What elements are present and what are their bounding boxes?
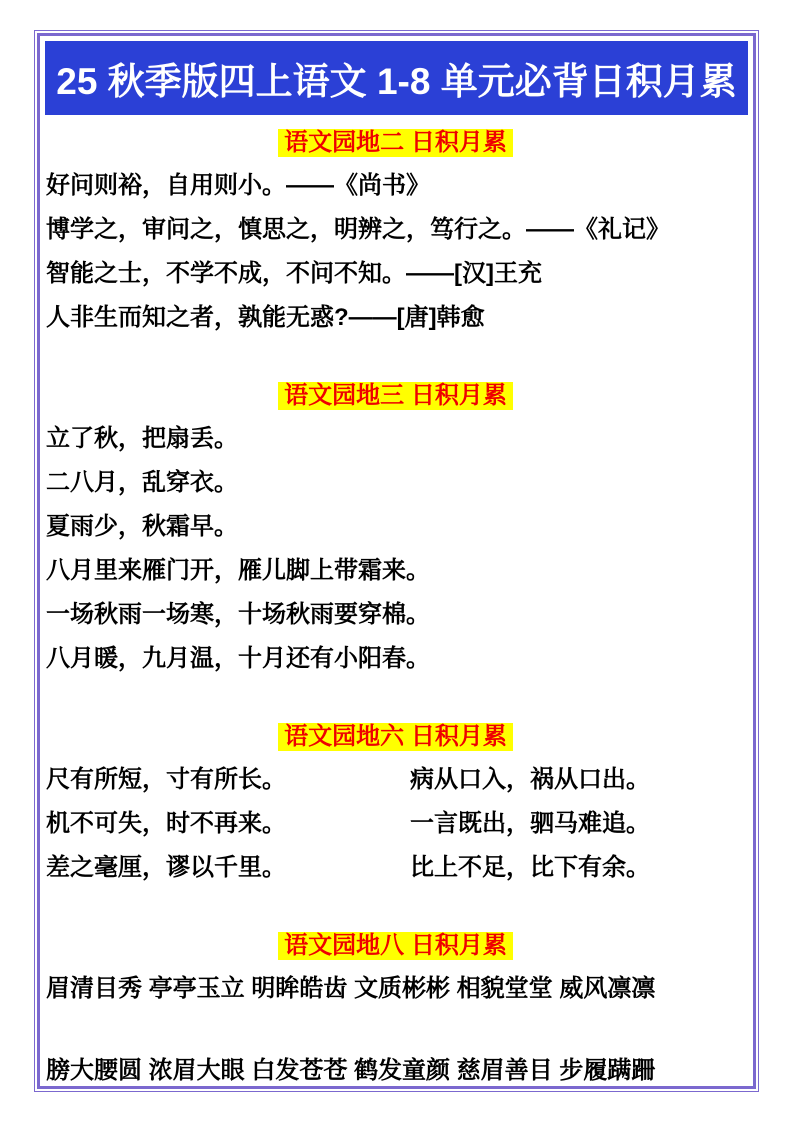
text-line: 立了秋，把扇丢。 [46, 425, 238, 452]
section-heading-row [46, 129, 745, 160]
text-line: 八月暖，九月温，十月还有小阳春。 [46, 645, 430, 672]
section-garden-3 [46, 382, 745, 681]
content-area [40, 129, 753, 1093]
section-heading: 语文园地六 日积月累 [278, 723, 513, 751]
section-garden-8 [46, 932, 745, 1093]
text-line: 机不可失，时不再来。 [46, 810, 286, 837]
section-heading-row [46, 723, 745, 754]
section-garden-6 [46, 723, 745, 890]
document-frame [37, 33, 756, 1089]
section-heading-row [46, 932, 745, 963]
text-line: 比上不足，比下有余。 [410, 854, 650, 881]
text-line: 差之毫厘，谬以千里。 [46, 854, 286, 881]
text-line: 八月里来雁门开，雁儿脚上带霜来。 [46, 557, 430, 584]
text-line: 尺有所短，寸有所长。 [46, 766, 286, 793]
section-heading: 语文园地八 日积月累 [278, 932, 513, 960]
page-title: 25 秋季版四上语文 1-8 单元必背日积月累 [56, 61, 737, 102]
two-column-proverbs [46, 758, 745, 890]
section-heading: 语文园地三 日积月累 [278, 382, 513, 410]
text-line: 膀大腰圆 浓眉大眼 白发苍苍 鹤发童颜 慈眉善目 步履蹒跚 [46, 1057, 656, 1084]
section-heading: 语文园地二 日积月累 [278, 129, 513, 157]
section-heading-row [46, 382, 745, 413]
text-line: 一言既出，驷马难追。 [410, 810, 650, 837]
text-line: 智能之士，不学不成，不问不知。——[汉]王充 [46, 260, 542, 287]
text-line: 好问则裕，自用则小。——《尚书》 [46, 172, 430, 199]
text-line: 眉清目秀 亭亭玉立 明眸皓齿 文质彬彬 相貌堂堂 威风凛凛 [46, 975, 656, 1002]
section-garden-2 [46, 129, 745, 340]
text-line: 二八月，乱穿衣。 [46, 469, 238, 496]
text-line: 病从口入，祸从口出。 [410, 766, 650, 793]
text-line: 夏雨少，秋霜早。 [46, 513, 238, 540]
title-banner [45, 41, 748, 115]
text-line: 博学之，审问之，慎思之，明辨之，笃行之。——《礼记》 [46, 216, 670, 243]
text-line: 人非生而知之者，孰能无惑?——[唐]韩愈 [46, 304, 485, 331]
text-line: 一场秋雨一场寒，十场秋雨要穿棉。 [46, 601, 430, 628]
